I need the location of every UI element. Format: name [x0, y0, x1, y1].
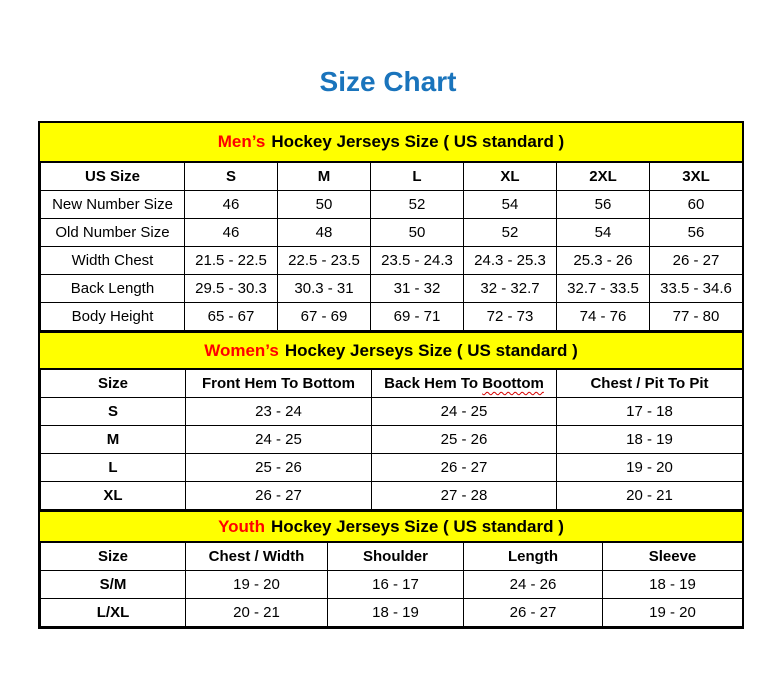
- band-text: Hockey Jerseys Size ( US standard ): [270, 516, 564, 536]
- row-label: L/XL: [41, 599, 186, 627]
- value-cell: 46: [185, 219, 278, 247]
- value-cell: 54: [557, 219, 650, 247]
- value-cell: 18 - 19: [603, 571, 743, 599]
- value-cell: 24.3 - 25.3: [464, 247, 557, 275]
- value-cell: 26 - 27: [186, 482, 372, 510]
- row-label: S: [41, 398, 186, 426]
- value-cell: 54: [464, 191, 557, 219]
- value-cell: 25 - 26: [372, 426, 557, 454]
- value-cell: 32 - 32.7: [464, 275, 557, 303]
- column-header: US Size: [41, 163, 185, 191]
- column-header: Size: [41, 370, 186, 398]
- section-womens: [40, 331, 742, 510]
- misspelled-word: Boottom: [482, 375, 544, 392]
- value-cell: 74 - 76: [557, 303, 650, 331]
- value-cell: 31 - 32: [371, 275, 464, 303]
- value-cell: 23.5 - 24.3: [371, 247, 464, 275]
- value-cell: 25 - 26: [186, 454, 372, 482]
- womens-row: [41, 482, 743, 510]
- column-header: M: [278, 163, 371, 191]
- band-highlight: Youth: [218, 516, 265, 536]
- column-header: Front Hem To Bottom: [186, 370, 372, 398]
- row-label: Width Chest: [41, 247, 185, 275]
- band-highlight: Women’s: [204, 340, 279, 360]
- mens-row: [41, 219, 743, 247]
- value-cell: 77 - 80: [650, 303, 743, 331]
- womens-row: [41, 454, 743, 482]
- column-header: L: [371, 163, 464, 191]
- value-cell: 20 - 21: [557, 482, 743, 510]
- mens-row: [41, 303, 743, 331]
- value-cell: 22.5 - 23.5: [278, 247, 371, 275]
- band-text: Hockey Jerseys Size ( US standard ): [271, 132, 565, 151]
- value-cell: 52: [464, 219, 557, 247]
- value-cell: 56: [650, 219, 743, 247]
- column-header: Size: [41, 543, 186, 571]
- size-chart: [38, 121, 744, 629]
- section-mens: [40, 123, 742, 331]
- row-label: New Number Size: [41, 191, 185, 219]
- band-highlight: Men’s: [217, 132, 266, 151]
- value-cell: 67 - 69: [278, 303, 371, 331]
- value-cell: 25.3 - 26: [557, 247, 650, 275]
- column-header: Sleeve: [603, 543, 743, 571]
- section-band-womens: [40, 331, 742, 369]
- value-cell: 50: [278, 191, 371, 219]
- youth-row: [41, 599, 743, 627]
- value-cell: 30.3 - 31: [278, 275, 371, 303]
- column-header: Chest / Pit To Pit: [557, 370, 743, 398]
- row-label: XL: [41, 482, 186, 510]
- value-cell: 69 - 71: [371, 303, 464, 331]
- column-header: 2XL: [557, 163, 650, 191]
- value-cell: 19 - 20: [186, 571, 328, 599]
- value-cell: 65 - 67: [185, 303, 278, 331]
- mens-size-table: [40, 162, 743, 331]
- section-youth: [40, 510, 742, 627]
- value-cell: 32.7 - 33.5: [557, 275, 650, 303]
- row-label: M: [41, 426, 186, 454]
- womens-header-row: [41, 370, 743, 398]
- mens-row: [41, 247, 743, 275]
- row-label: Body Height: [41, 303, 185, 331]
- column-header: Shoulder: [328, 543, 464, 571]
- mens-header-row: [41, 163, 743, 191]
- womens-row: [41, 426, 743, 454]
- mens-row: [41, 275, 743, 303]
- value-cell: 18 - 19: [328, 599, 464, 627]
- youth-row: [41, 571, 743, 599]
- value-cell: 19 - 20: [557, 454, 743, 482]
- youth-size-table: [40, 542, 743, 627]
- column-header: XL: [464, 163, 557, 191]
- row-label: L: [41, 454, 186, 482]
- mens-row: [41, 191, 743, 219]
- value-cell: 18 - 19: [557, 426, 743, 454]
- value-cell: 26 - 27: [650, 247, 743, 275]
- value-cell: 24 - 25: [372, 398, 557, 426]
- value-cell: 24 - 26: [464, 571, 603, 599]
- value-cell: 56: [557, 191, 650, 219]
- column-header: Back Hem To Boottom: [372, 370, 557, 398]
- value-cell: 27 - 28: [372, 482, 557, 510]
- womens-row: [41, 398, 743, 426]
- value-cell: 72 - 73: [464, 303, 557, 331]
- womens-size-table: [40, 369, 743, 510]
- value-cell: 19 - 20: [603, 599, 743, 627]
- page-title: Size Chart: [319, 66, 457, 97]
- row-label: S/M: [41, 571, 186, 599]
- value-cell: 46: [185, 191, 278, 219]
- column-header: Length: [464, 543, 603, 571]
- column-header: 3XL: [650, 163, 743, 191]
- value-cell: 20 - 21: [186, 599, 328, 627]
- column-header: Chest / Width: [186, 543, 328, 571]
- value-cell: 50: [371, 219, 464, 247]
- band-text: Hockey Jerseys Size ( US standard ): [284, 340, 578, 360]
- row-label: Back Length: [41, 275, 185, 303]
- value-cell: 52: [371, 191, 464, 219]
- value-cell: 16 - 17: [328, 571, 464, 599]
- value-cell: 17 - 18: [557, 398, 743, 426]
- section-band-mens: [40, 123, 742, 162]
- section-band-youth: [40, 510, 742, 542]
- value-cell: 21.5 - 22.5: [185, 247, 278, 275]
- row-label: Old Number Size: [41, 219, 185, 247]
- value-cell: 24 - 25: [186, 426, 372, 454]
- column-header: S: [185, 163, 278, 191]
- value-cell: 26 - 27: [372, 454, 557, 482]
- value-cell: 29.5 - 30.3: [185, 275, 278, 303]
- value-cell: 26 - 27: [464, 599, 603, 627]
- value-cell: 23 - 24: [186, 398, 372, 426]
- value-cell: 60: [650, 191, 743, 219]
- youth-header-row: [41, 543, 743, 571]
- value-cell: 48: [278, 219, 371, 247]
- value-cell: 33.5 - 34.6: [650, 275, 743, 303]
